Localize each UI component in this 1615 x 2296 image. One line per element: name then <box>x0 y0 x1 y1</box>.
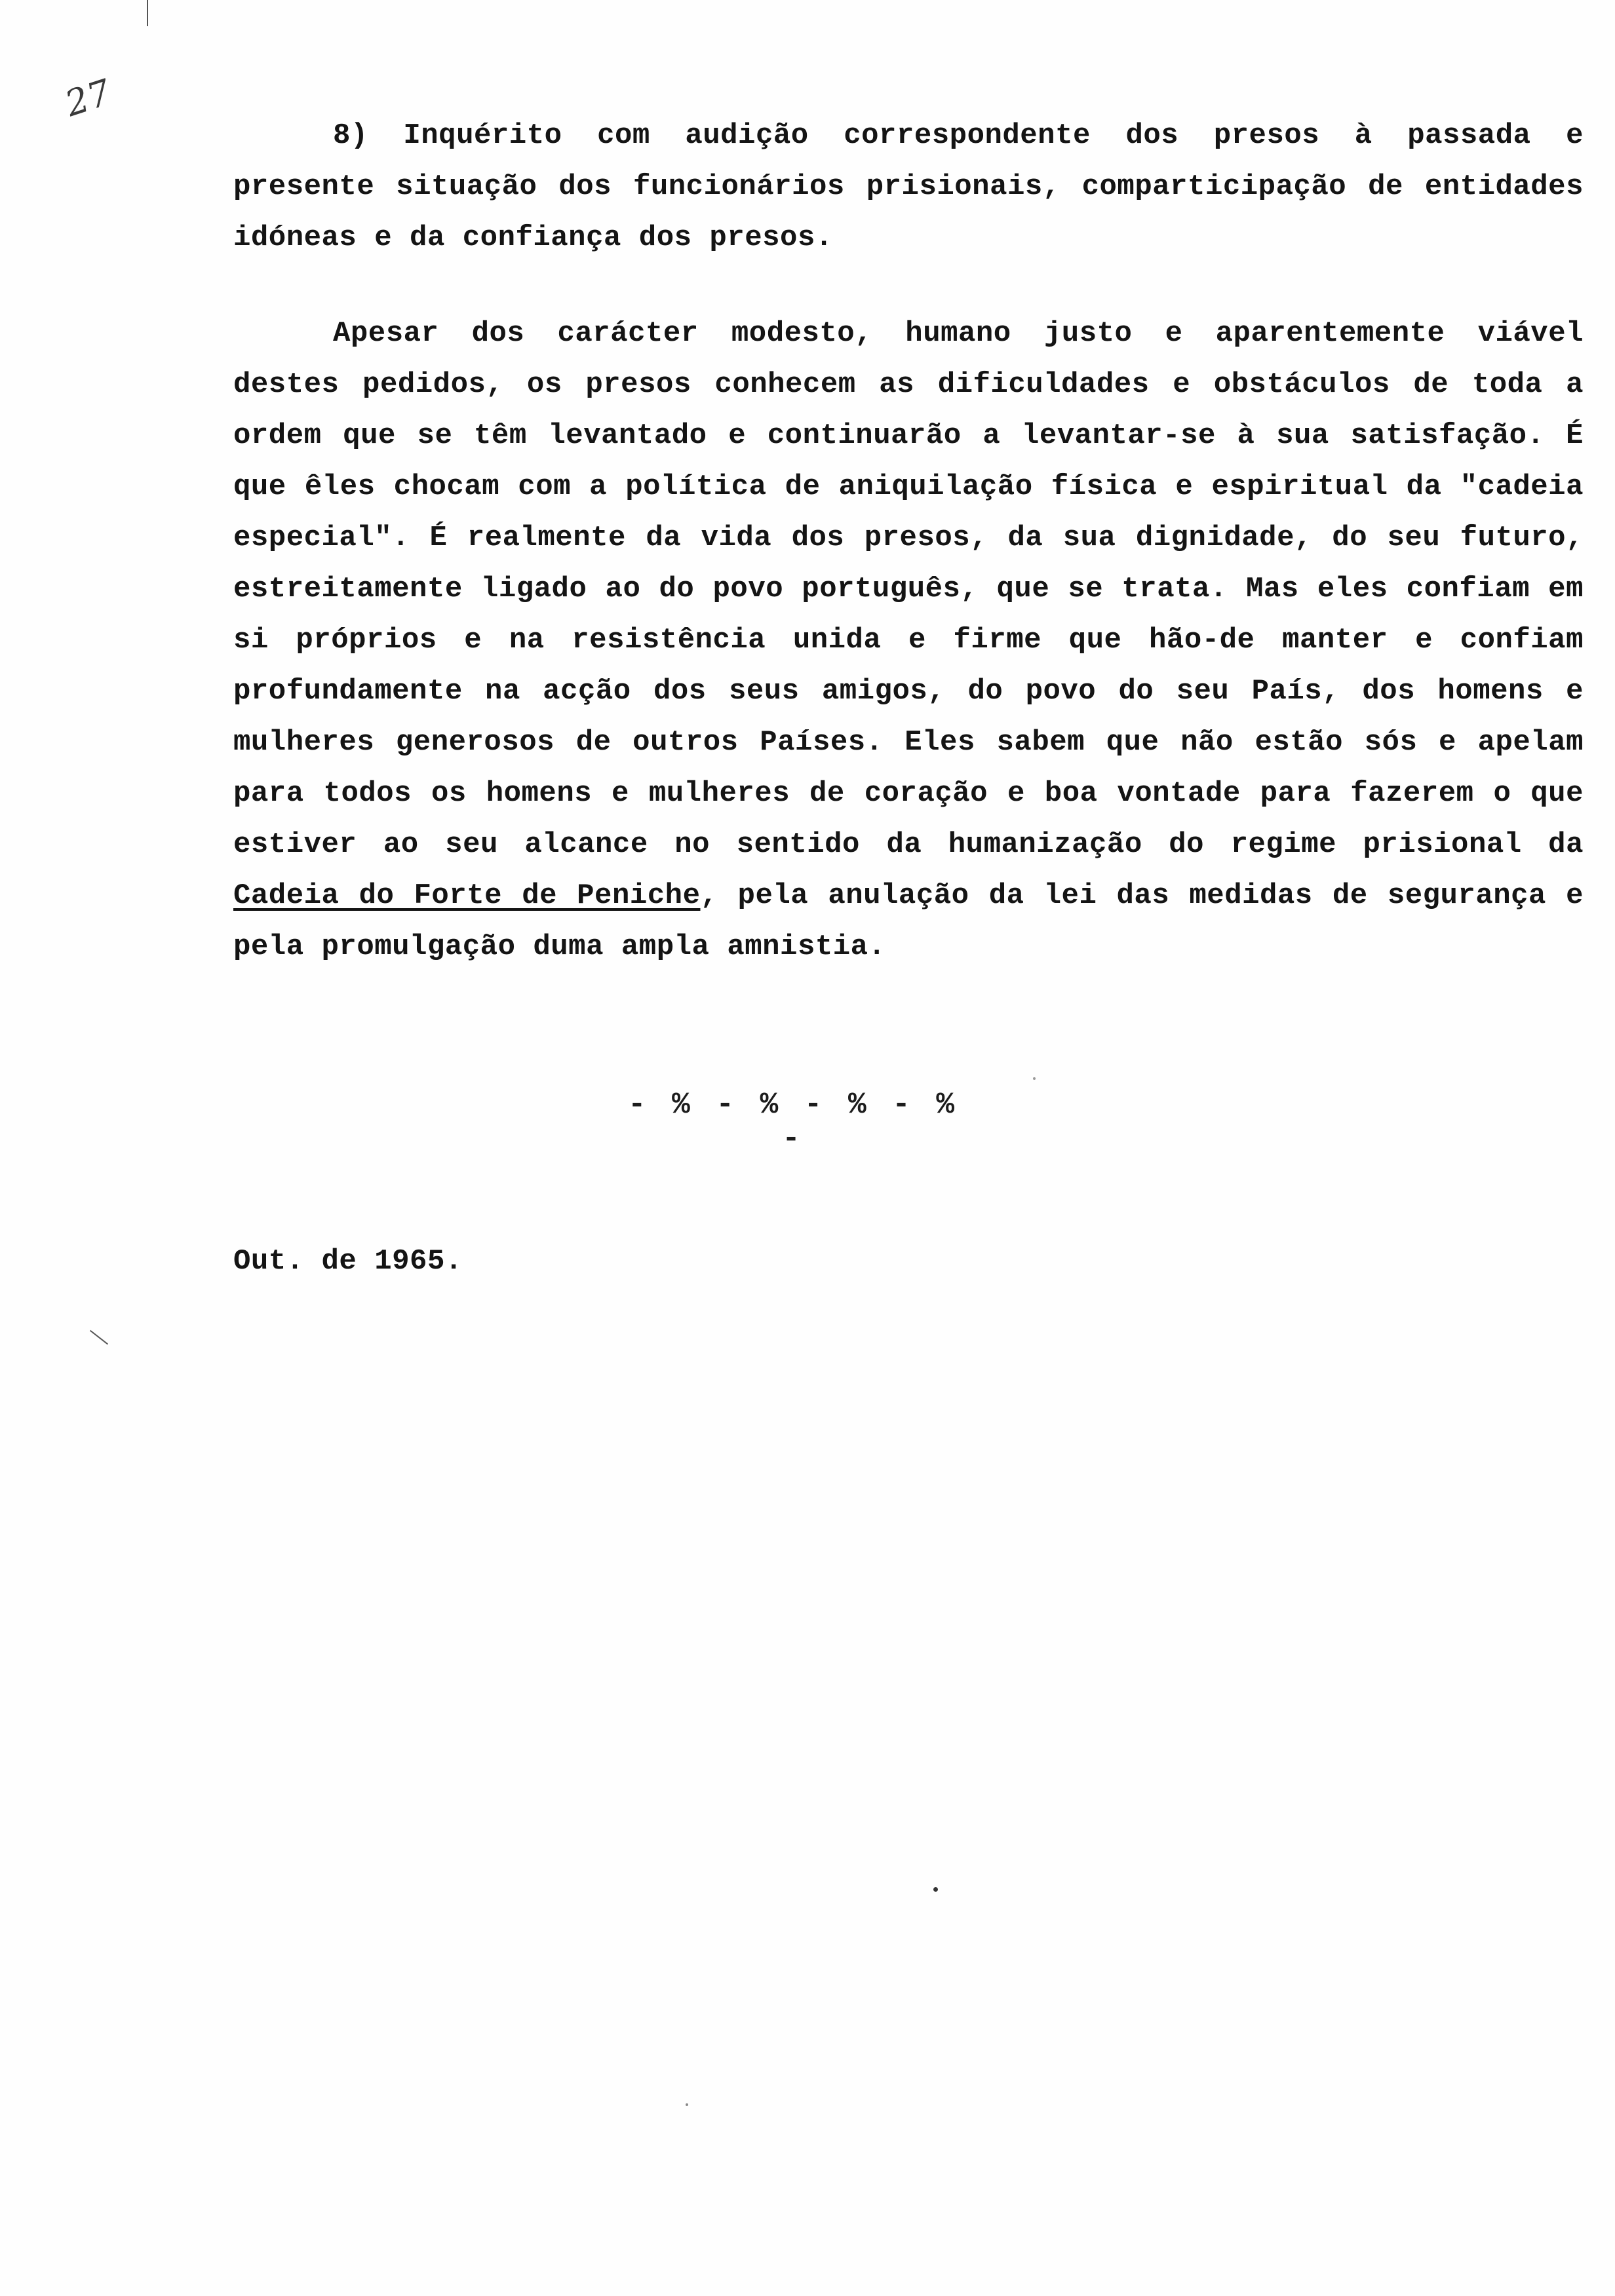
document-date: Out. de 1965. <box>233 1245 463 1278</box>
underlined-prison-name: Cadeia do Forte de Peniche <box>233 879 701 912</box>
handwritten-page-number: 27 <box>60 71 116 125</box>
ink-speck <box>1033 1077 1036 1080</box>
paragraph-text-before: Apesar dos carácter modesto, humano justo e aparentemente viável destes pedidos, os presos conhecem as dificuldades e obstáculos de toda a ordem que se têm levantado e continuarão a levantar-se à sua satisfação. É que êles chocam com a política de aniquilação física e espiritual da "cadeia especial". É realmente da vida dos presos, da sua dignidade, do seu futuro, estreitamente ligado ao do povo português, que se trata. Mas eles confiam em si próprios e na resistência unida e firme que hão-de manter e confiam profundamente na acção dos seus amigos, do povo do seu País, dos homens e mulheres generosos de outros Países. Eles sabem que não estão sós e apelam para todos os homens e mulheres de coração e boa vontade para fazerem o que estiver ao seu alcance no sentido da humanização do regime prisional da <box>233 317 1584 861</box>
ink-speck <box>933 1887 938 1892</box>
fold-mark-left <box>90 1330 108 1345</box>
demand-item-8 <box>233 110 1584 263</box>
paragraph-text-after: , pela anulação da lei das medidas de segurança e pela promulgação duma ampla amnistia. <box>233 879 1584 963</box>
section-separator: - % - % - % - % - <box>627 1088 959 1156</box>
demand-item-8-text: 8) Inquérito com audição correspondente dos presos à passada e presente situação dos funcionários prisionais, comparticipação de entidades idóneas e da confiança dos presos. <box>233 119 1584 254</box>
closing-paragraph <box>233 308 1584 972</box>
ink-speck <box>686 2103 688 2106</box>
fold-mark-top <box>147 0 148 26</box>
